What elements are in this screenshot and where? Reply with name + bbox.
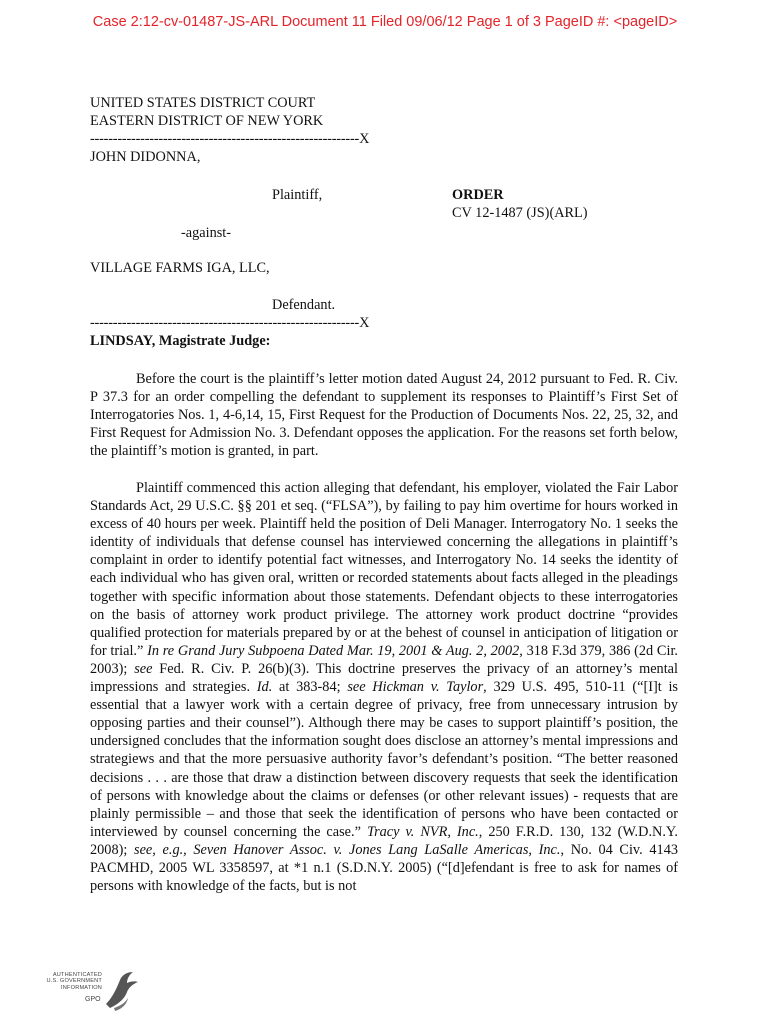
court-district: EASTERN DISTRICT OF NEW YORK (90, 113, 324, 129)
para2-text-4: at 383-84; (272, 679, 348, 696)
para2-text-5: , 329 U.S. 495, 510-11 (“[I]t is essential that a lawyer work with a certain degree of privacy, free from unnecessary intrusion by opposing parties and their counsel”). Although there may be cases to support plaintiff’s position, the undersigned concludes that the information sought does disclose an attorney’s mental impressions and strategiews and that the more persuasive authority favor’s defendant’s position. “The better reasoned decisions . . . are those that draw a distinction between discovery requests that seek the identification of persons with knowledge about the claims or defenses (or other relevant issues) - requests that are plainly permissible – and those that seek the identification of persons who have been contacted or interviewed by counsel concerning the case.” (90, 679, 678, 840)
citation-hickman: see Hickman v. Taylor (347, 679, 484, 696)
para2-text-2: 318 F.3d 379, 386 (2d Cir. 2003); (90, 642, 678, 677)
gpo-line-3: INFORMATION (61, 984, 102, 991)
citation-seven-hanover: see, e.g., Seven Hanover Assoc. v. Jones Lang LaSalle Americas, Inc. (134, 841, 561, 858)
gpo-line-2: U.S. GOVERNMENT (46, 978, 102, 985)
plaintiff-name: JOHN DIDONNA, (90, 149, 201, 165)
signal-id: Id. (256, 679, 273, 696)
paragraph-2 (90, 479, 678, 895)
against-label: -against- (181, 225, 232, 241)
citation-in-re-grand-jury: In re Grand Jury Subpoena Dated Mar. 19, 2001 & Aug. 2, 2002, (147, 642, 523, 659)
caption-divider-top: -----------------------------------------------------------X (90, 131, 370, 147)
order-title: ORDER (452, 187, 504, 203)
plaintiff-role: Plaintiff, (272, 187, 323, 203)
gpo-authentication-seal (40, 968, 140, 1014)
signal-see: see (134, 660, 153, 677)
paragraph-1: Before the court is the plaintiff’s letter motion dated August 24, 2012 pursuant to Fed. R. Civ. P 37.3 for an order compelling the defendant to supplement its responses to Plaintiff’s First Set of Interrogatories Nos. 1, 4-6,14, 15, First Request for the Production of Documents Nos. 22, 25, 32, and First Request for Admission No. 3. Defendant opposes the application. For the reasons set forth below, the plaintiff’s motion is granted, in part. (90, 371, 678, 460)
gpo-eagle-icon (100, 968, 140, 1014)
para2-text-7: , No. 04 Civ. 4143 PACMHD, 2005 WL 3358597, at *1 n.1 (S.D.N.Y. 2005) (“[d]efendant is free to ask for names of persons with knowledge of the facts, but is not (90, 841, 678, 895)
gpo-label: GPO (85, 996, 101, 1003)
defendant-role: Defendant. (272, 297, 336, 313)
case-header: Case 2:12-cv-01487-JS-ARL Document 11 Filed 09/06/12 Page 1 of 3 PageID #: <pageID> (92, 14, 678, 30)
para2-text-3: Fed. R. Civ. P. 26(b)(3). This doctrine preserves the privacy of an attorney’s mental impressions and strategies. (90, 660, 678, 696)
case-number: CV 12-1487 (JS)(ARL) (452, 205, 588, 221)
gpo-line-1: AUTHENTICATED (52, 972, 102, 978)
caption-divider-bottom: -----------------------------------------------------------X (90, 315, 370, 331)
para2-text-6: , 250 F.R.D. 130, 132 (W.D.N.Y. 2008); (90, 823, 678, 858)
citation-tracy: Tracy v. NVR, Inc. (366, 823, 479, 840)
judge-heading: LINDSAY, Magistrate Judge: (90, 333, 271, 349)
defendant-name: VILLAGE FARMS IGA, LLC, (90, 260, 270, 276)
para2-text-1: Plaintiff commenced this action alleging that defendant, his employer, violated the Fair Labor Standards Act, 29 U.S.C. §§ 201 et seq. (“FLSA”), by failing to pay him overtime for hours worked in excess of 40 hours per week. Plaintiff held the position of Deli Manager. Interrogatory No. 1 seeks the identity of individuals that defense counsel has interviewed concerning the allegations in plaintiff’s complaint in order to identify potential fact witnesses, and Interrogatory No. 14 seeks the identity of each individual who has given oral, written or recorded statements about facts alleged in the pleadings together with specific information about those statements. Defendant objects to these interrogatories on the basis of attorney work product privilege. The attorney work product doctrine “provides qualified protection for materials prepared by or at the behest of counsel in anticipation of litigation or for trial.” (90, 480, 678, 659)
court-name: UNITED STATES DISTRICT COURT (90, 95, 316, 111)
gpo-seal-text (40, 972, 102, 991)
